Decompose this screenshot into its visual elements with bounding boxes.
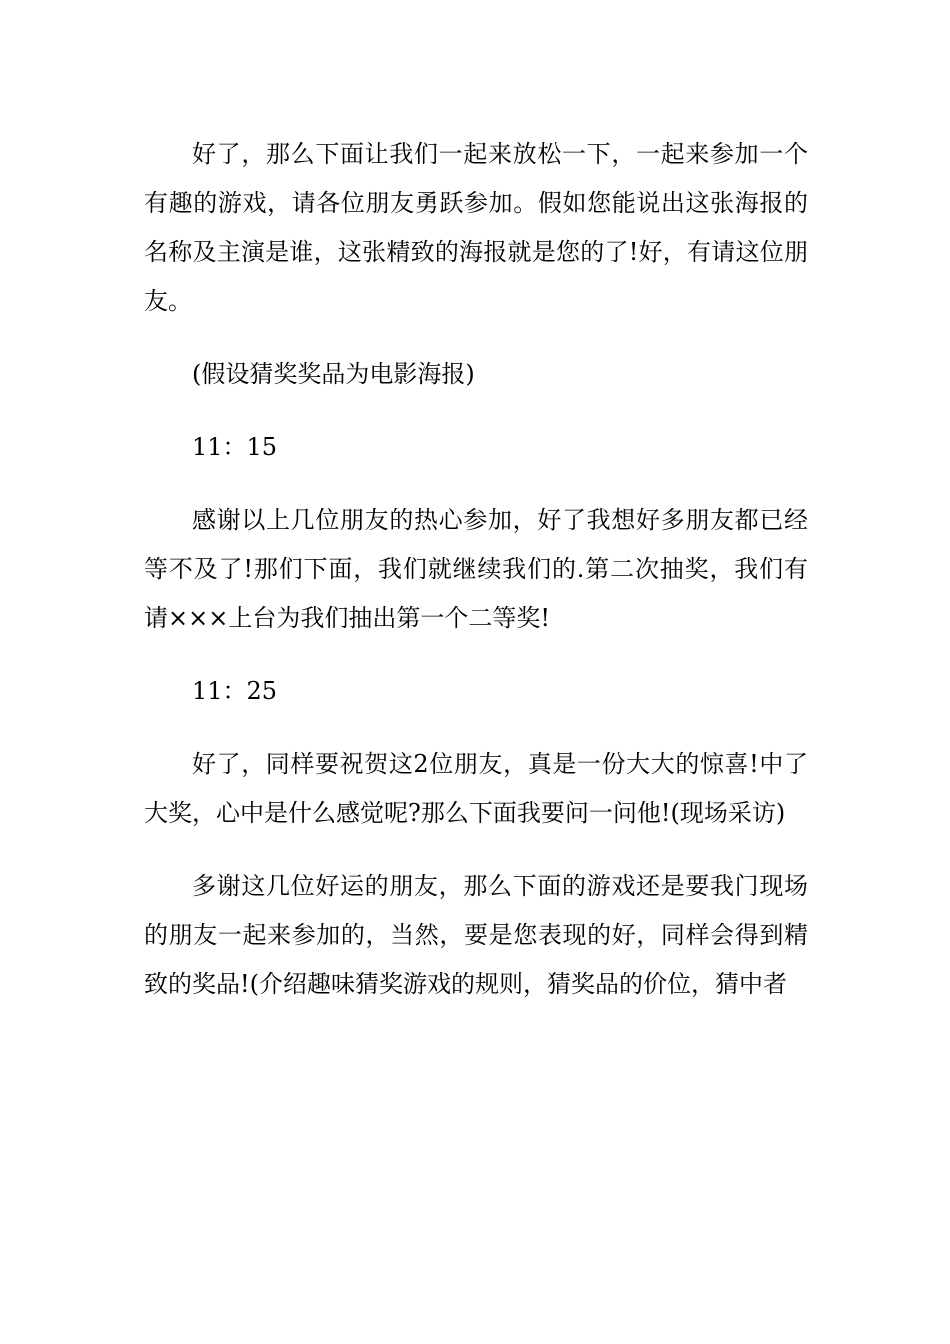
paragraph-time-1115: 11：15 bbox=[192, 433, 278, 461]
paragraph-game-intro: 好了，那么下面让我们一起来放松一下，一起来参加一个有趣的游戏，请各位朋友勇跃参加。假如您能说出这张海报的名称及主演是谁，这张精致的海报就是您的了!好，有请这位朋友。 bbox=[144, 140, 808, 315]
paragraph-second-draw: 感谢以上几位朋友的热心参加，好了我想好多朋友都已经等不及了!那们下面，我们就继续我们的.第二次抽奖，我们有请×××上台为我们抽出第一个二等奖! bbox=[144, 506, 808, 632]
paragraph-next-game: 多谢这几位好运的朋友，那么下面的游戏还是要我门现场的朋友一起来参加的，当然，要是您表现的好，同样会得到精致的奖品!(介绍趣味猜奖游戏的规则，猜奖品的价位，猜中者 bbox=[144, 872, 808, 998]
document-body bbox=[144, 130, 808, 1009]
paragraph-congrats: 好了，同样要祝贺这2位朋友，真是一份大大的惊喜!中了大奖，心中是什么感觉呢?那么下面我要问一问他!(现场采访) bbox=[144, 750, 808, 827]
paragraph-prize-note: (假设猜奖奖品为电影海报) bbox=[192, 360, 475, 388]
paragraph-time-1125: 11：25 bbox=[192, 677, 278, 705]
